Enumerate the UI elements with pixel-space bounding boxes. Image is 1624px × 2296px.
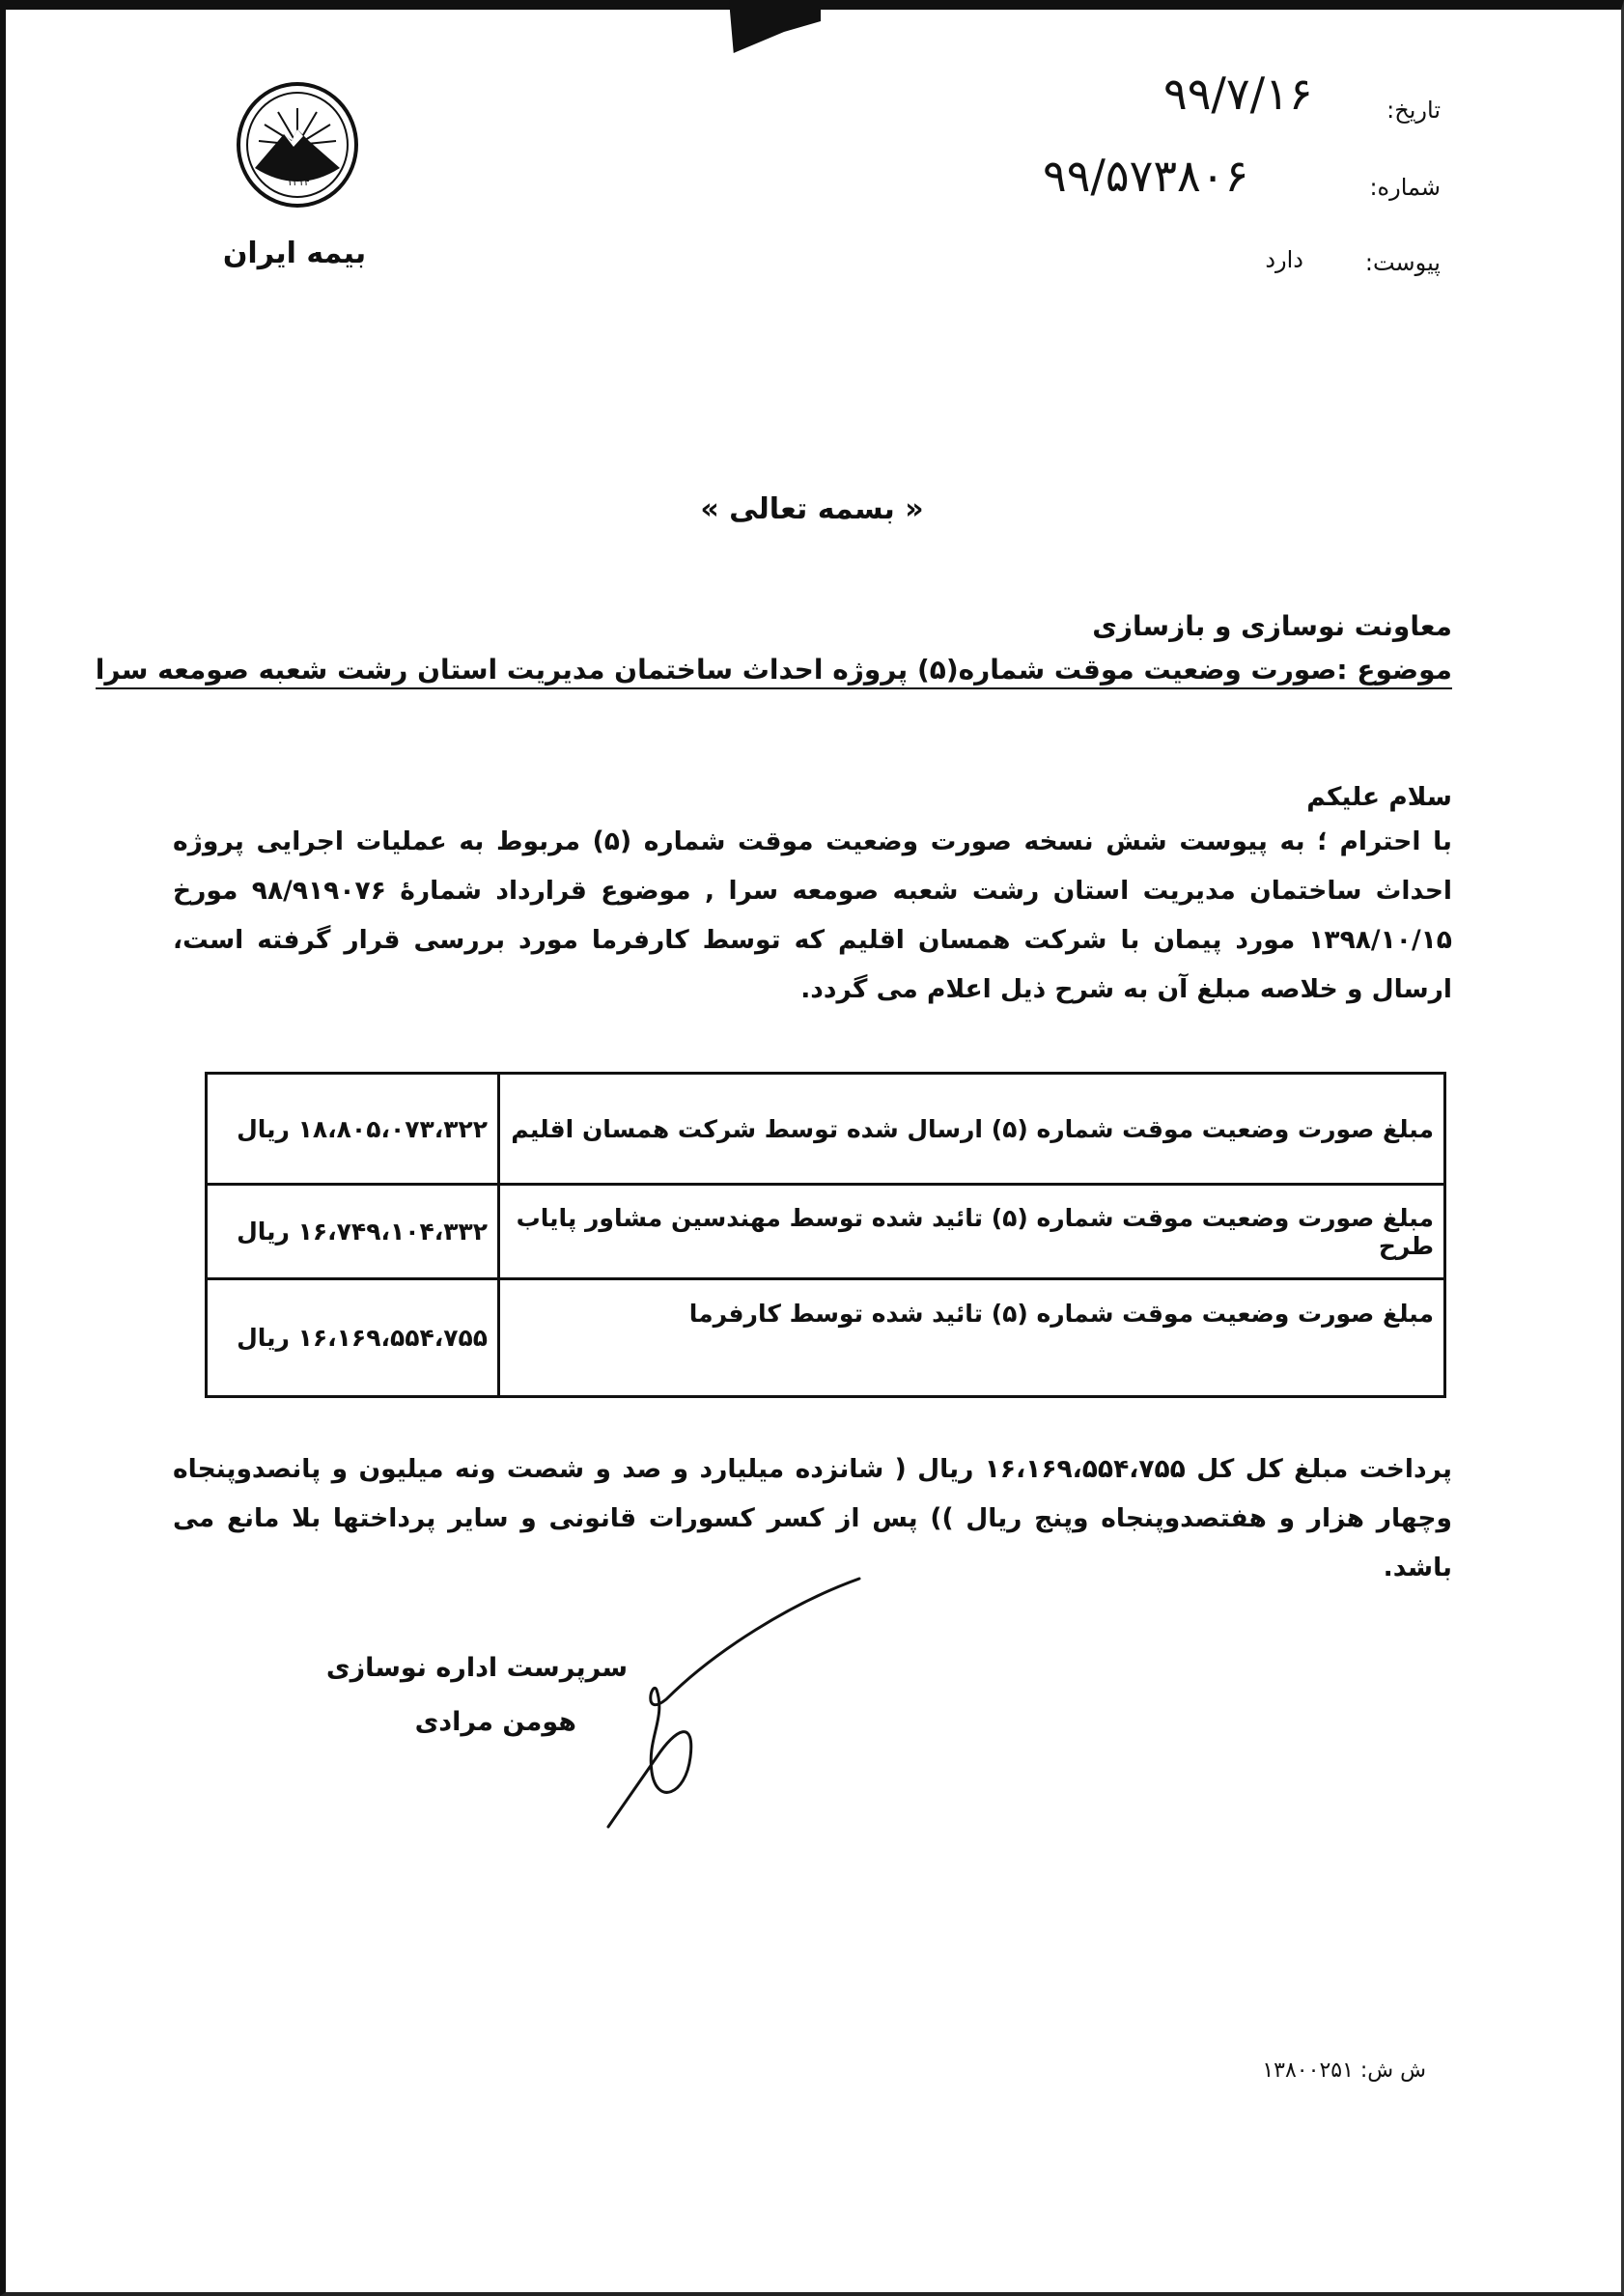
logo-year: ۱۳۱۴ bbox=[287, 176, 310, 188]
table-row bbox=[207, 1279, 1445, 1397]
signer-title: سرپرست اداره نوسازی bbox=[325, 1653, 628, 1683]
row-amount: ۱۸،۸۰۵،۰۷۳،۳۲۲ ریال bbox=[207, 1074, 499, 1185]
row-description: مبلغ صورت وضعیت موقت شماره (۵) ارسال شده توسط شرکت همسان اقلیم bbox=[499, 1074, 1445, 1185]
signer-name: هومن مرادی bbox=[414, 1707, 576, 1737]
date-value: ۹۹/۷/۱۶ bbox=[1163, 68, 1313, 120]
row-amount: ۱۶،۱۶۹،۵۵۴،۷۵۵ ریال bbox=[207, 1279, 499, 1397]
signature-icon bbox=[599, 1574, 869, 1834]
number-value: ۹۹/۵۷۳۸۰۶ bbox=[1043, 150, 1249, 202]
row-description: مبلغ صورت وضعیت موقت شماره (۵) تائید شده توسط مهندسین مشاور پایاب طرح bbox=[499, 1185, 1445, 1279]
number-label: شماره: bbox=[1369, 174, 1441, 201]
attachment-value: دارد bbox=[1265, 246, 1303, 273]
amounts-table bbox=[205, 1072, 1446, 1398]
table-row bbox=[207, 1185, 1445, 1279]
greeting: سلام علیکم bbox=[1306, 782, 1452, 812]
subject-line: موضوع :صورت وضعیت موقت شماره(۵) پروژه احداث ساختمان مدیریت استان رشت شعبه صومعه سرا bbox=[96, 654, 1452, 689]
brand-name: بیمه ایران bbox=[222, 237, 367, 270]
footer-code: ش ش: ۱۳۸۰۰۲۵۱ bbox=[1262, 2058, 1426, 2083]
row-amount: ۱۶،۷۴۹،۱۰۴،۳۳۲ ریال bbox=[207, 1185, 499, 1279]
letter-title: « بسمه تعالی » bbox=[700, 492, 924, 526]
bimeh-iran-logo-icon bbox=[236, 81, 359, 209]
row-description: مبلغ صورت وضعیت موقت شماره (۵) تائید شده توسط کارفرما bbox=[499, 1279, 1445, 1397]
attachment-label: پیوست: bbox=[1364, 249, 1441, 276]
recipient: معاونت نوسازی و بازسازی bbox=[1092, 610, 1452, 642]
payment-paragraph: پرداخت مبلغ کل کل ۱۶،۱۶۹،۵۵۴،۷۵۵ ریال ( شانزده میلیارد و صد و شصت ونه میلیون و پانصدوپنجاه وچهار هزار و هفتصدوپنجاه وپنج ریال )) پس از کسر کسورات قانونی و سایر پرداختها بلا مانع می باشد. bbox=[173, 1454, 1452, 1582]
date-label: تاریخ: bbox=[1386, 97, 1441, 124]
table-row bbox=[207, 1074, 1445, 1185]
body-paragraph: با احترام ؛ به پیوست شش نسخه صورت وضعیت موقت شماره (۵) مربوط به عملیات اجرایی پروژه احداث ساختمان مدیریت استان رشت شعبه صومعه سرا , موضوع قرارداد شمارهٔ ۹۸/۹۱۹۰۷۶ مورخ ۱۳۹۸/۱۰/۱۵ مورد پیمان با شرکت همسان اقلیم که توسط کارفرما مورد بررسی قرار گرفته است، ارسال و خلاصه مبلغ آن به شرح ذیل اعلام می گردد. bbox=[173, 826, 1453, 1004]
